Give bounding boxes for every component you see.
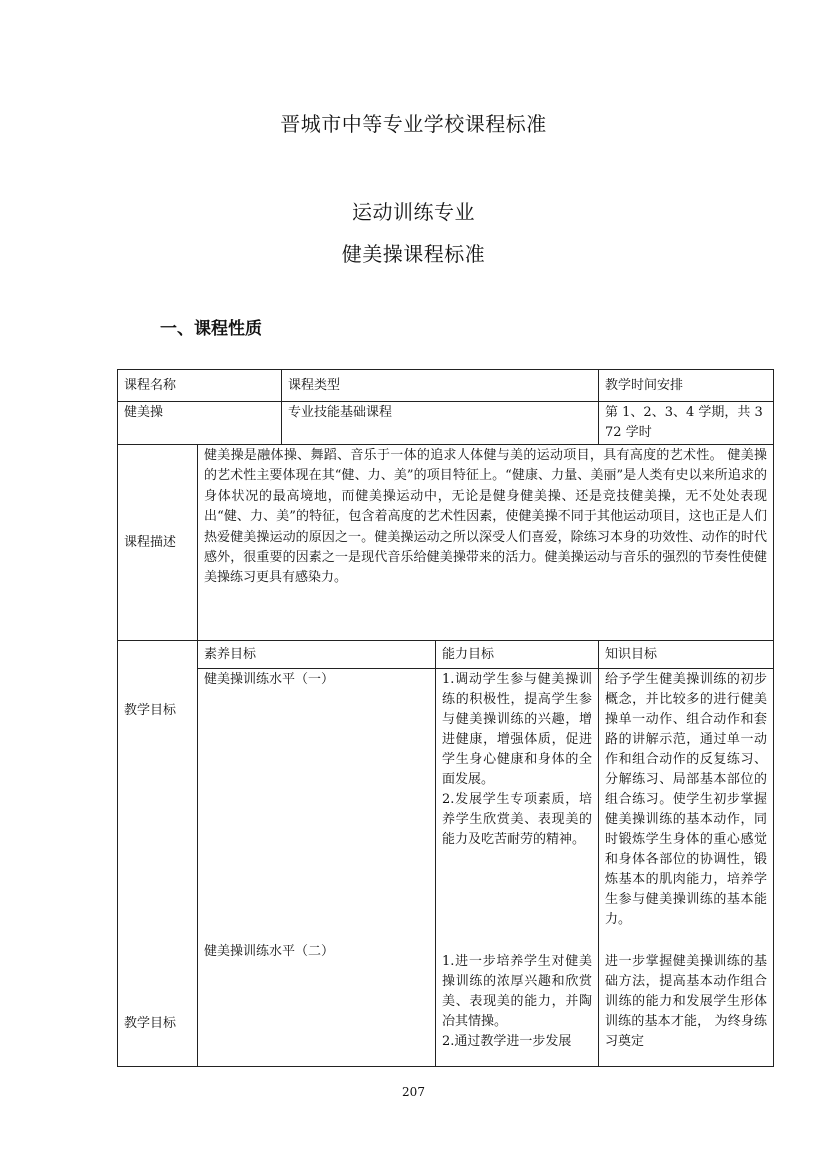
col-literacy: 素养目标 <box>198 641 436 669</box>
level-1-ability-cell <box>436 669 599 941</box>
col-ability: 能力目标 <box>436 641 599 669</box>
major-title: 运动训练专业 <box>352 200 475 224</box>
goals-row-level-2 <box>118 941 774 1067</box>
course-type-label: 课程类型 <box>282 370 599 402</box>
level-1-ability-2: 2.发展学生专项素质，培养学生欣赏美、表现美的能力及吃苦耐劳的精神。 <box>442 792 593 847</box>
goals-label-2: 教学目标 <box>124 1016 177 1031</box>
course-title: 健美操课程标准 <box>341 242 486 266</box>
schedule-label: 教学时间安排 <box>599 370 774 402</box>
course-table <box>117 369 774 1067</box>
level-2-knowledge-cell <box>599 941 774 1067</box>
level-1-name: 健美操训练水平（一） <box>198 669 436 941</box>
level-1-ability-1: 1.调动学生参与健美操训练的积极性，提高学生参与健美操训练的兴趣，增进健康，增强体质，促进学生身心健康和身体的全面发展。 <box>442 672 593 787</box>
level-2-knowledge: 进一步掌握健美操训练的基础方法，提高基本动作组合训练的能力和发展学生形体训练的基本才能， 为终身练习奠定 <box>605 953 768 1049</box>
goals-header-row <box>118 641 774 669</box>
section-heading: 一、课程性质 <box>160 319 262 339</box>
page-number: 207 <box>402 1085 425 1099</box>
course-type-value: 专业技能基础课程 <box>282 402 599 445</box>
col-knowledge: 知识目标 <box>599 641 774 669</box>
level-2-name: 健美操训练水平（二） <box>198 941 436 1067</box>
level-2-ability-1: 1.进一步培养学生对健美操训练的浓厚兴趣和欣赏美、表现美的能力，并陶冶其情操。 <box>442 953 593 1029</box>
goals-label-1: 教学目标 <box>124 703 177 718</box>
goals-row-level-1 <box>118 669 774 941</box>
table-header-row <box>118 370 774 402</box>
course-name-label: 课程名称 <box>118 370 282 402</box>
description-row <box>118 445 774 641</box>
description-text: 健美操是融体操、舞蹈、音乐于一体的追求人体健与美的运动项目，具有高度的艺术性。 健美操的艺术性主要体现在其“健、力、美”的项目特征上。“健康、力量、美丽”是人类有史以来所追求的身体状况的最高境地，而健美操运动中，无论是健身健美操、还是竞技健美操，无不处处表现出“健、力、美”的特征，包含着高度的艺术性因素，使健美操不同于其他运动项目，这也正是人们热爱健美操运动的原因之一。健美操运动之所以深受人们喜爱，除练习本身的功效性、动作的时代感外，很重要的因素之一是现代音乐给健美操带来的活力。健美操运动与音乐的强烈的节奏性使健美操练习更具有感染力。 <box>198 445 774 641</box>
level-2-ability-2: 2.通过教学进一步发展 <box>442 1033 572 1049</box>
schedule-value: 第 1、2、3、4 学期，共 372 学时 <box>599 402 774 445</box>
goals-label-cell <box>118 641 198 1067</box>
description-label: 课程描述 <box>118 445 198 641</box>
level-2-ability-cell <box>436 941 599 1067</box>
course-name-value: 健美操 <box>118 402 282 445</box>
table-row <box>118 402 774 445</box>
school-title: 晋城市中等专业学校课程标准 <box>280 112 547 136</box>
level-1-knowledge: 给予学生健美操训练的初步概念，并比较多的进行健美操单一动作、组合动作和套路的讲解示范，通过单一动作和组合动作的反复练习、分解练习、局部基本部位的组合练习。使学生初步掌握健美操训练的基本动作，同时锻炼学生身体的重心感觉和身体各部位的协调性，锻炼基本的肌肉能力，培养学生参与健美操训练的基本能力。 <box>599 669 774 941</box>
